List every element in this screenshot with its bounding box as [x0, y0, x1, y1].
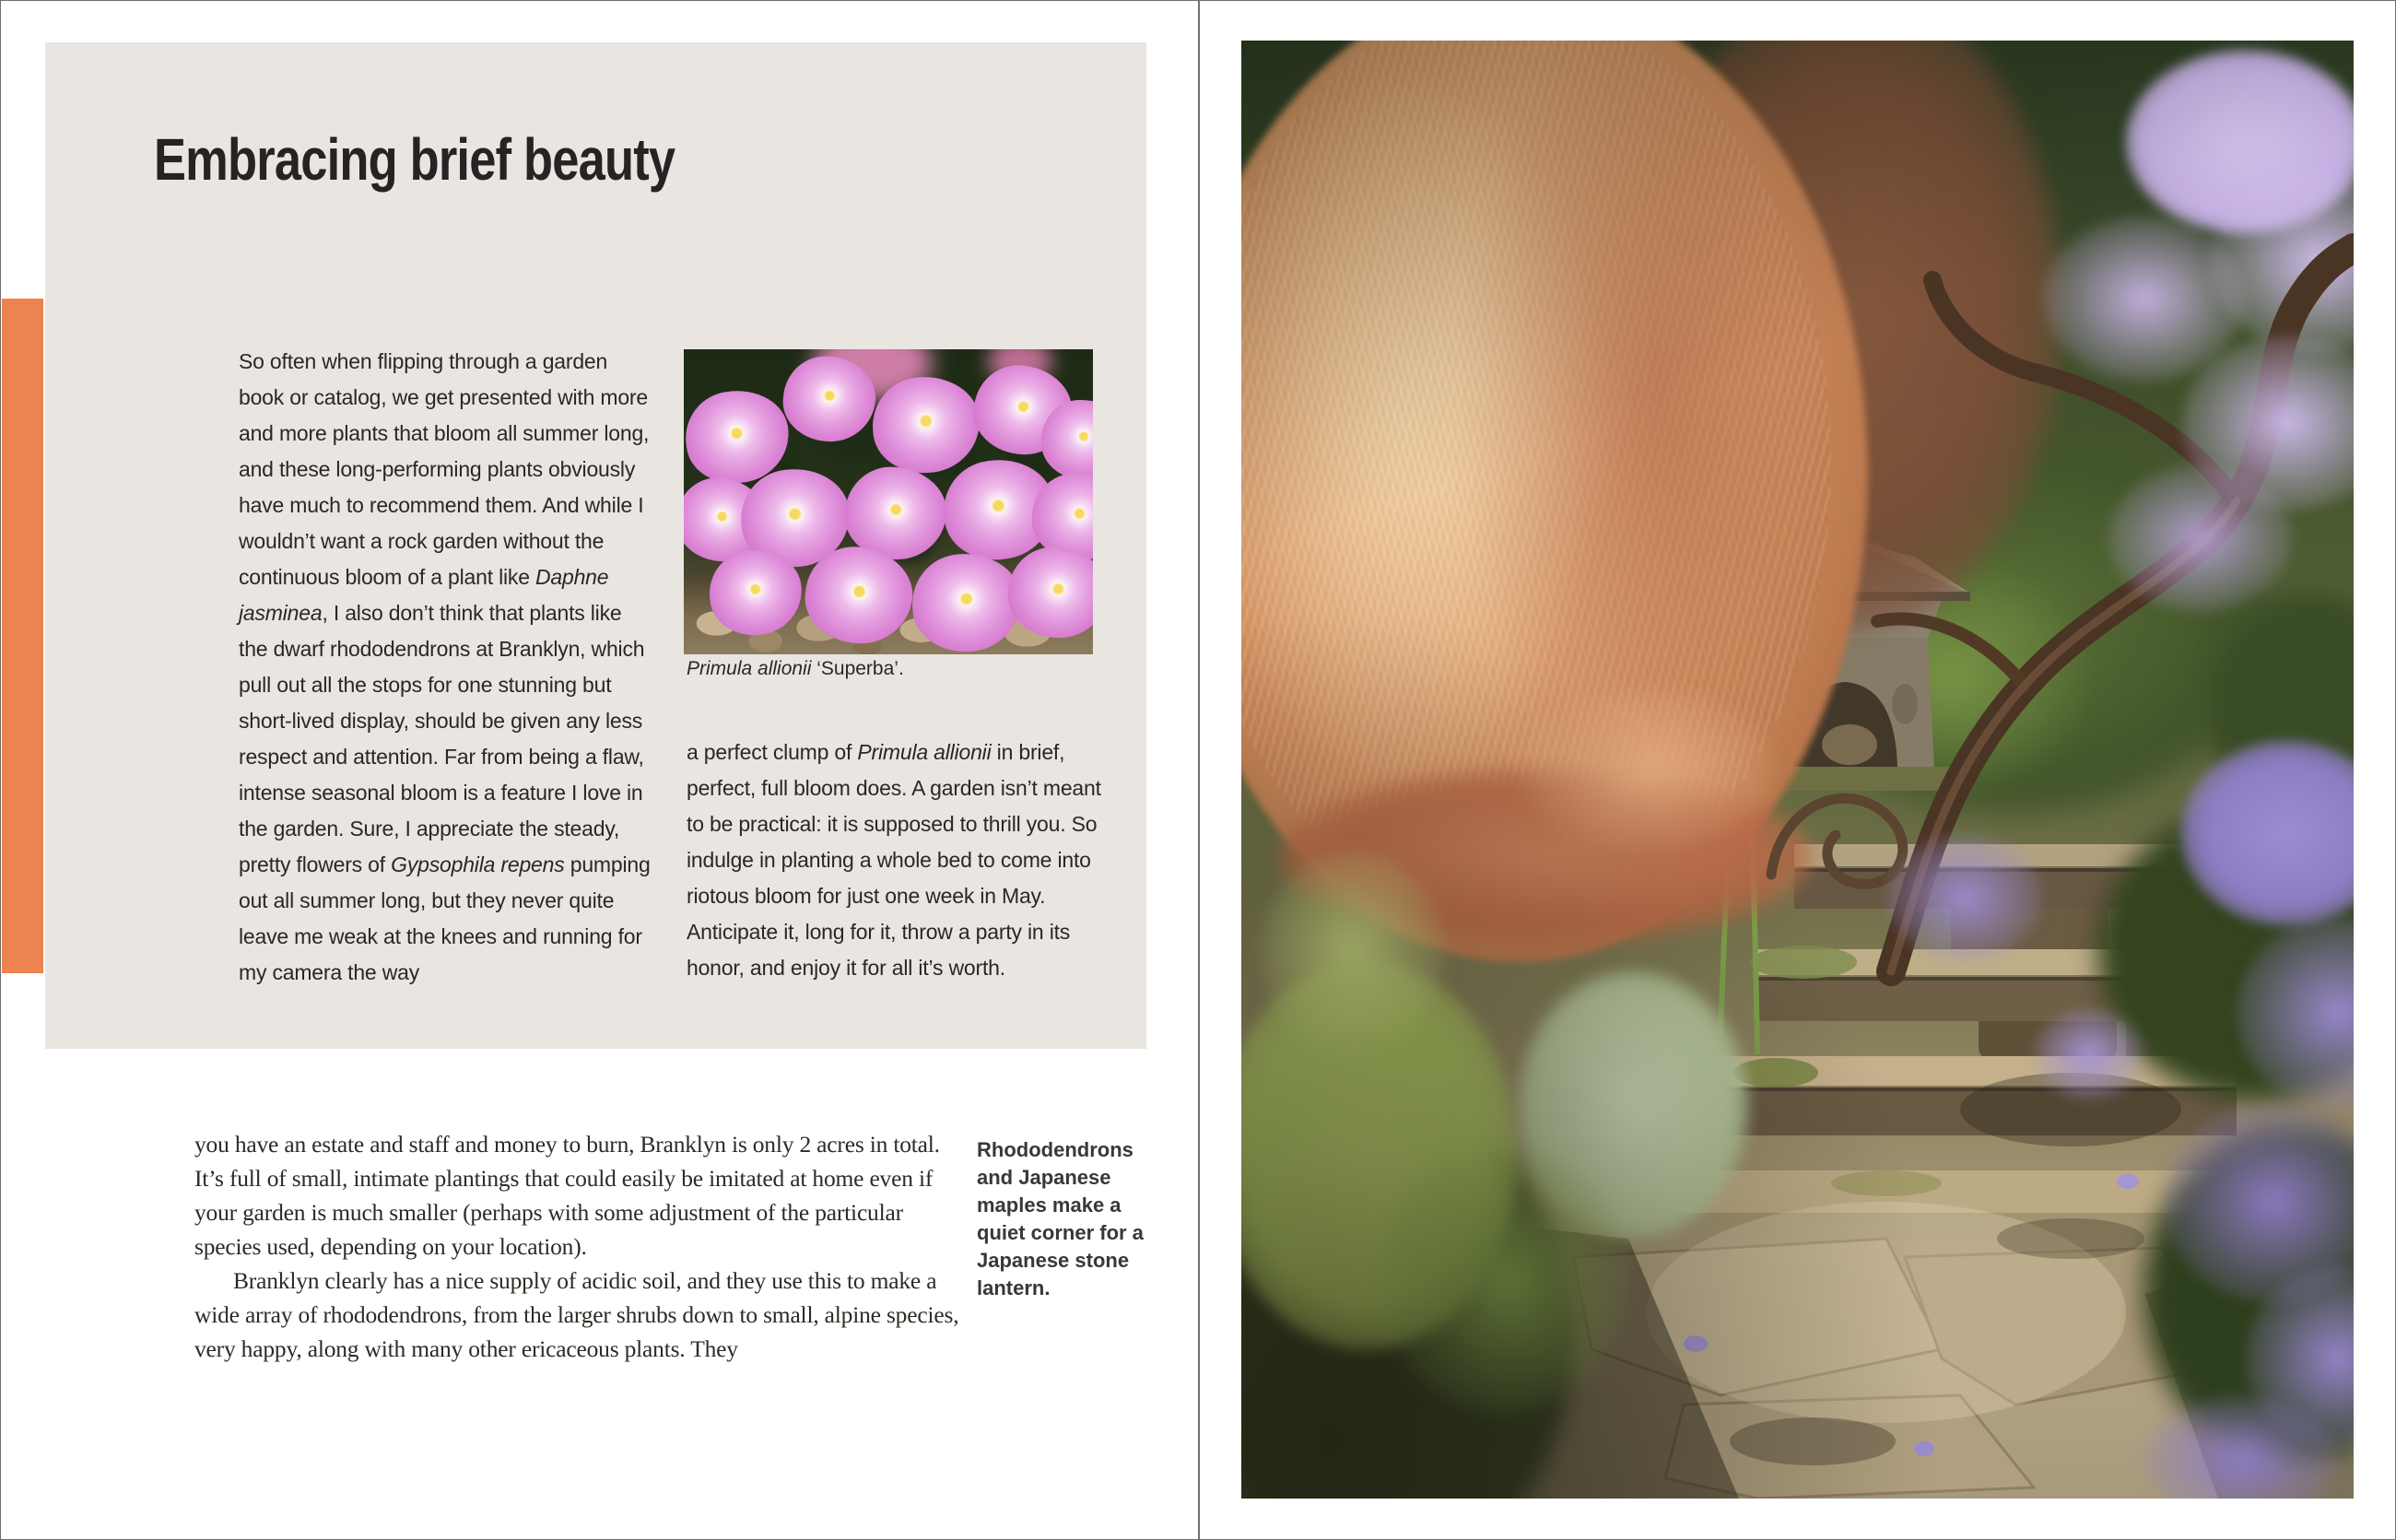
garden-photo-caption: Rhododendrons and Japanese maples make a quiet corner for a Japanese stone lantern. [977, 1138, 1144, 1299]
left-page [1, 1, 1199, 1539]
fallen-petal [1684, 1335, 1708, 1352]
body-paragraph-1: you have an estate and staff and money to burn, Branklyn is only 2 acres in total. It’s full of small, intimate plantings that could easily be imitated at home even if your garden is much smaller (perhaps with some adjustment of the particular species used, depending on your location). [194, 1131, 940, 1260]
purple-bloom-blob [2034, 1008, 2144, 1100]
fallen-petal [1914, 1441, 1934, 1456]
feature-text-column-1: So often when flipping through a garden book or catalog, we get presented with more and more plants that bloom all summer long, and these long-performing plants obviously have much to recommend them. And while I wouldn’t want a rock garden without the continuous bloom of a plant like Daphne jasminea, I also don’t think that plants like the dwarf rhododendrons at Branklyn, which pull out all the stops for one stunning but short-lived display, should be given any less respect and attention. Far from being a flaw, intense seasonal bloom is a feature I love in the garden. Sure, I appreciate the steady, pretty flowers of Gypsophila repens pumping out all summer long, but they never quite leave me weak at the knees and running for my camera the way [239, 349, 651, 984]
purple-bloom-blob [1886, 833, 2043, 962]
primula-photo-caption: Primula allionii ‘Superba’. [687, 658, 904, 679]
body-text [194, 1127, 970, 1366]
fern-foliage-blob [1380, 1146, 1628, 1414]
page-title: Embracing brief beauty [154, 126, 675, 193]
fallen-petal [2117, 1174, 2139, 1189]
feature-text-column-2: a perfect clump of Primula allionii in brief, perfect, full bloom does. A garden isn’t meant to be practical: it is supposed to thrill you. So indulge in planting a whole bed to come into riotous bloom for just one week in May. Anticipate it, long for it, throw a party in its honor, and enjoy it for all it’s worth. [687, 740, 1101, 980]
right-page [1199, 1, 2396, 1539]
lilac-bloom-blob [2108, 464, 2292, 612]
orange-accent-tab [2, 299, 43, 973]
body-paragraph-2: Branklyn clearly has a nice supply of acidic soil, and they use this to make a wide array of rhododendrons, from the larger shrubs down to small, alpine species, very happy, along with many other ericaceous plants. They [194, 1267, 959, 1362]
primula-photo [684, 349, 1093, 654]
yellow-green-foliage-blob [1260, 852, 1444, 1054]
feature-box [45, 42, 1146, 1049]
garden-photo [1241, 41, 2354, 1499]
